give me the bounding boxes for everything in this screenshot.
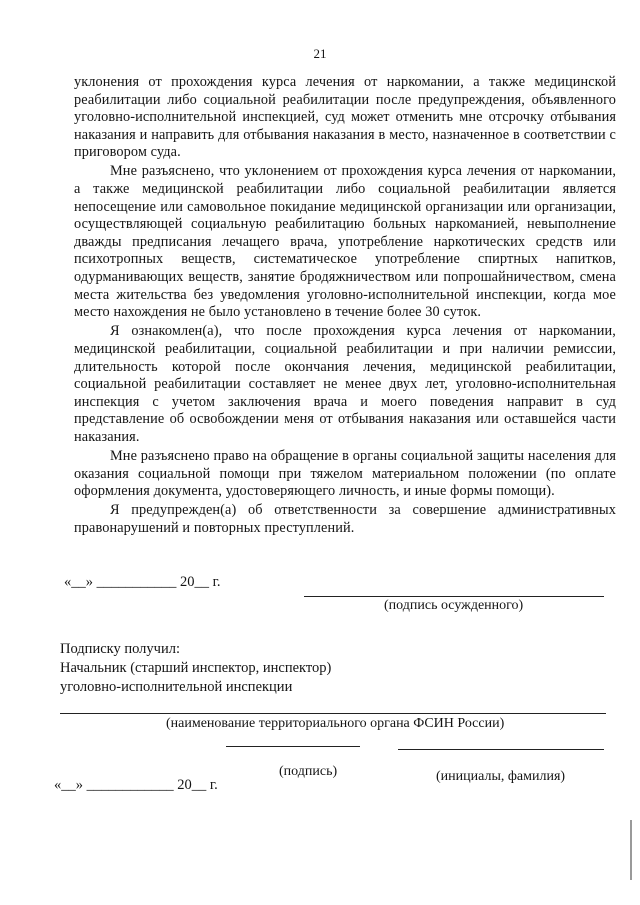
receipt-heading: Подписку получил: xyxy=(60,641,180,657)
date-line-inspector: «__» ____________ 20__ г. xyxy=(54,777,218,793)
page-number: 21 xyxy=(313,46,327,61)
inspector-name-caption: (инициалы, фамилия) xyxy=(436,769,566,784)
paragraph-release-conditions: Я ознакомлен(а), что после прохождения курса лечения от наркомании, медицинской реабилитации, социальной реабилитации и при наличии ремиссии, длительность которой после окончания лечения, медицинской реабилитации, социальной реабилитации составляет не менее двух лет, уголовно-исполнительная инспекция с учетом заключения врача и моего поведения направит в суд представление об освобождении меня от отбывания наказания или оставшейся части наказания. xyxy=(74,323,616,445)
signature-caption-convict: (подпись осужденного) xyxy=(384,598,524,613)
paragraph-evasion-definition: Мне разъяснено, что уклонением от прохождения курса лечения от наркомании, а также медицинской реабилитации либо социальной реабилитации является непосещение или самовольное покидание медицинской организации или организации, осуществляющей социальную реабилитацию больных наркоманией, невыполнение дважды предписания лечащего врача, употребление наркотических средств или психотропных веществ, систематическое употребление спиртных напитков, одурманивающих веществ, занятие бродяжничеством или попрошайничеством, смена места жительства без уведомления уголовно-исполнительной инспекции, когда мое место нахождения не было установлено в течение более 30 суток. xyxy=(74,163,616,321)
paragraph-social-protection: Мне разъяснено право на обращение в органы социальной защиты населения для оказания социальной помощи при тяжелом материальном положении (по оплате оформления документа, удостоверяющего личность, и иные формы помощи). xyxy=(74,447,616,500)
org-name-line xyxy=(60,713,606,714)
body-text xyxy=(74,74,616,539)
receipt-position: Начальник (старший инспектор, инспектор) xyxy=(60,660,332,676)
org-name-caption: (наименование территориального органа ФСИН России) xyxy=(166,716,505,731)
inspector-signature-caption: (подпись) xyxy=(279,764,338,779)
paragraph-responsibility: Я предупрежден(а) об ответственности за совершение административных правонарушений и повторных преступлений. xyxy=(74,502,616,536)
date-line-convict: «__» ___________ 20__ г. xyxy=(64,574,221,590)
signature-line-convict xyxy=(304,596,604,597)
scan-edge-mark xyxy=(630,820,632,880)
receipt-organization: уголовно-исполнительной инспекции xyxy=(60,679,293,695)
inspector-signature-line xyxy=(226,746,360,747)
inspector-name-line xyxy=(398,749,604,750)
paragraph-continuation: уклонения от прохождения курса лечения от наркомании, а также медицинской реабилитации либо социальной реабилитации после предупреждения, объявленного уголовно-исполнительной инспекцией, суд может отменить мне отсрочку отбывания наказания и направить для отбывания наказания в место, назначенное в соответствии с приговором суда. xyxy=(74,74,616,161)
